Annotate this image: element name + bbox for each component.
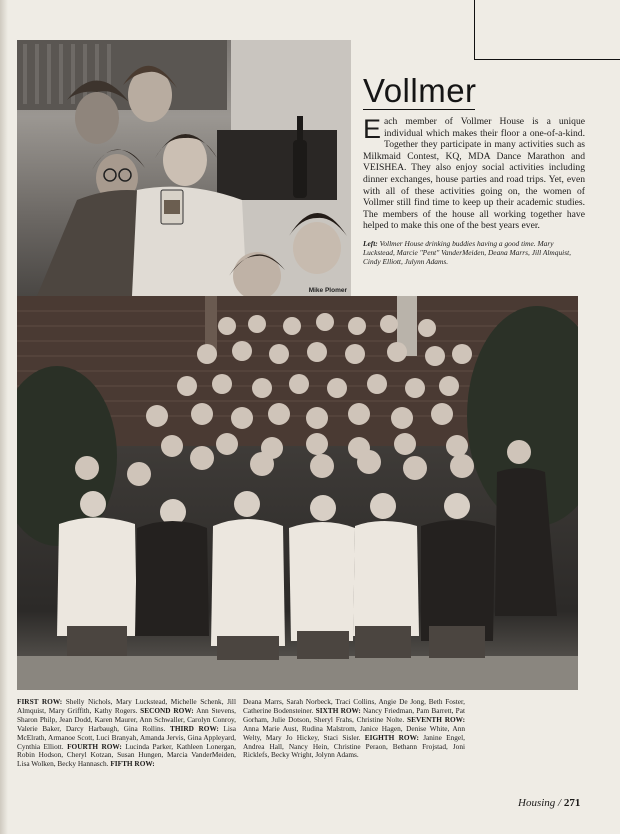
page-number: 271 [563,797,581,809]
title-rule [363,109,475,110]
row-label: SIXTH ROW: [315,705,361,715]
photo-caption [363,239,585,266]
candid-photo-illustration [17,40,351,296]
row-names: Lucinda Parker, Kathleen Lonergan, Robin Hodson, Cheryl Kotzan, Susan Hungen, Marcia VanderMeiden, Lisa Wolken, Becky Hannasch. [17,741,237,769]
photo-credit: Mike Plomer [308,287,347,294]
row-names: Anna Marie Aust, Rudina Malstrom, Janice Hagen, Denise White, Ann Welty, Mary Jo Hickey, Staci Sisler. [243,723,465,742]
corner-vertical-rule [474,0,475,60]
corner-horizontal-rule [474,59,620,60]
group-photo-illustration [17,296,578,690]
caption-text: Vollmer House drinking buddies having a good time. Mary Luckstead, Marcie "Pent" VanderMeiden, Deana Marrs, Jill Almquist, Cindy Elliott, Julynn Adams. [363,239,571,266]
caption-label: Left: [363,239,378,248]
binding-shadow [0,0,8,834]
row-label: EIGHTH ROW: [364,732,419,742]
group-photo [17,296,578,690]
roster-column-left [17,698,236,769]
drop-cap: E [363,114,382,144]
row-label: SECOND ROW: [140,705,194,715]
row-names: Lisa McElrath, Armanoe Scott, Luci Branyah, Amanda Jervis, Gina Appleyard, Cynthia Elliott. [17,723,236,751]
folio-separator: / [555,797,564,809]
roster-column-right [243,698,465,760]
story-body: ach member of Vollmer House is a unique individual which makes their floor a one-of-a-kind. Together they participate in many activities such as Milkmaid Contest, KQ, MDA Dance Marathon and VEISHEA. They also enjoy social activities including dinner exchanges, house parties and road trips. Yet, even with all of these activities going on, the women of Vollmer still find time to keep up their academic studies. The members of the house all working together have helped to make this one of the best years ever. [363,116,585,232]
row-label: FOURTH ROW: [67,741,122,751]
row-label: THIRD ROW: [169,723,219,733]
row-names: Nancy Friedman, Pam Barrett, Pat Gorham, Julie Dotson, Sheryl Frahs, Christine Nolte. [243,705,465,724]
row-names: Janine Engel, Andrea Hall, Nancy Hein, Christine Peraon, Bethann Frojstad, Joni Ricklefs, Becky Wright, Jolynn Adams. [243,732,465,760]
story-text [363,116,585,232]
folio-section: Housing [518,797,556,809]
page-folio [518,797,580,809]
row-label: FIRST ROW: [17,697,63,706]
page-title: Vollmer [363,72,477,109]
candid-photo [17,40,351,296]
row-label: FIFTH ROW: [110,759,155,769]
row-names: Ann Stevens, Sharon Philp, Jean Dodd, Karen Maurer, Ann Schwaller, Carolyn Conroy, Valerie Baker, Darcy Harbaugh, Gina Rollins. [17,705,236,733]
row-names: Deana Marrs, Sarah Norbeck, Traci Collins, Angie De Jong, Beth Foster, Catherine Bodensteiner. [243,697,465,715]
row-label: SEVENTH ROW: [407,714,466,724]
row-names: Shelly Nichols, Mary Luckstead, Michelle Schenk, Jill Almquist, Mary Griffith, Kathy Rogers. [17,697,236,715]
